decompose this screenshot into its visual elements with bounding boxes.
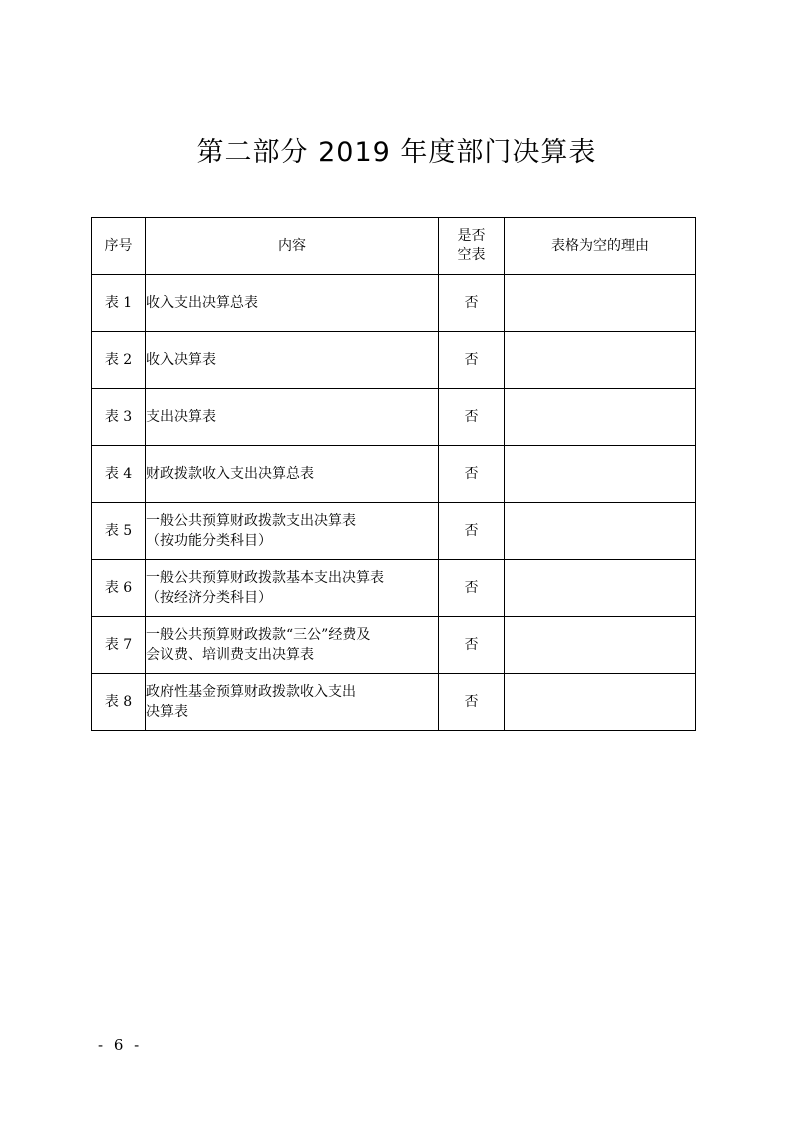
row-reason: [505, 446, 696, 503]
row-reason: [505, 332, 696, 389]
row-content-line: 政府性基金预算财政拨款收入支出: [146, 684, 356, 700]
table-header-row: [92, 218, 696, 275]
row-is-empty: 否: [439, 332, 505, 389]
row-content-line: 决算表: [146, 704, 188, 720]
report-catalog-table: [91, 217, 696, 731]
row-content: [146, 503, 439, 560]
row-content: [146, 674, 439, 731]
row-index: 表 5: [92, 503, 146, 560]
header-content: 内容: [146, 218, 439, 275]
row-is-empty: 否: [439, 275, 505, 332]
row-is-empty: 否: [439, 389, 505, 446]
table-body: [92, 275, 696, 731]
row-content-line: 一般公共预算财政拨款支出决算表: [146, 513, 356, 529]
row-content-line: 财政拨款收入支出决算总表: [146, 466, 314, 482]
row-reason: [505, 617, 696, 674]
row-is-empty: 否: [439, 674, 505, 731]
header-is-empty-line2: 空表: [457, 247, 486, 263]
header-reason: 表格为空的理由: [505, 218, 696, 275]
table-row: [92, 560, 696, 617]
row-index: 表 6: [92, 560, 146, 617]
row-reason: [505, 389, 696, 446]
page-number: - 6 -: [98, 1036, 143, 1054]
row-content: [146, 275, 439, 332]
row-content-line: 一般公共预算财政拨款基本支出决算表: [146, 570, 384, 586]
row-content-line: 支出决算表: [146, 409, 216, 425]
row-is-empty: 否: [439, 617, 505, 674]
table-row: [92, 389, 696, 446]
row-content-line: 一般公共预算财政拨款“三公”经费及: [146, 627, 371, 643]
row-content: [146, 560, 439, 617]
row-is-empty: 否: [439, 560, 505, 617]
row-content-line: 收入支出决算总表: [146, 295, 258, 311]
row-content: [146, 389, 439, 446]
row-index: 表 7: [92, 617, 146, 674]
row-reason: [505, 275, 696, 332]
row-content-line: 会议费、培训费支出决算表: [146, 647, 314, 663]
row-is-empty: 否: [439, 503, 505, 560]
row-reason: [505, 560, 696, 617]
table-row: [92, 275, 696, 332]
row-content: [146, 332, 439, 389]
page-title: 第二部分 2019 年度部门决算表: [196, 137, 597, 168]
row-index: 表 8: [92, 674, 146, 731]
row-content-line: （按经济分类科目）: [146, 590, 272, 606]
table-row: [92, 503, 696, 560]
header-is-empty: [439, 218, 505, 275]
row-index: 表 3: [92, 389, 146, 446]
row-content-line: 收入决算表: [146, 352, 216, 368]
header-index: 序号: [92, 218, 146, 275]
table-row: [92, 674, 696, 731]
row-reason: [505, 674, 696, 731]
row-index: 表 2: [92, 332, 146, 389]
table-row: [92, 332, 696, 389]
row-index: 表 1: [92, 275, 146, 332]
row-is-empty: 否: [439, 446, 505, 503]
row-content: [146, 617, 439, 674]
row-index: 表 4: [92, 446, 146, 503]
row-content-line: （按功能分类科目）: [146, 533, 272, 549]
row-content: [146, 446, 439, 503]
table-row: [92, 446, 696, 503]
table-row: [92, 617, 696, 674]
row-reason: [505, 503, 696, 560]
header-is-empty-line1: 是否: [457, 228, 486, 244]
